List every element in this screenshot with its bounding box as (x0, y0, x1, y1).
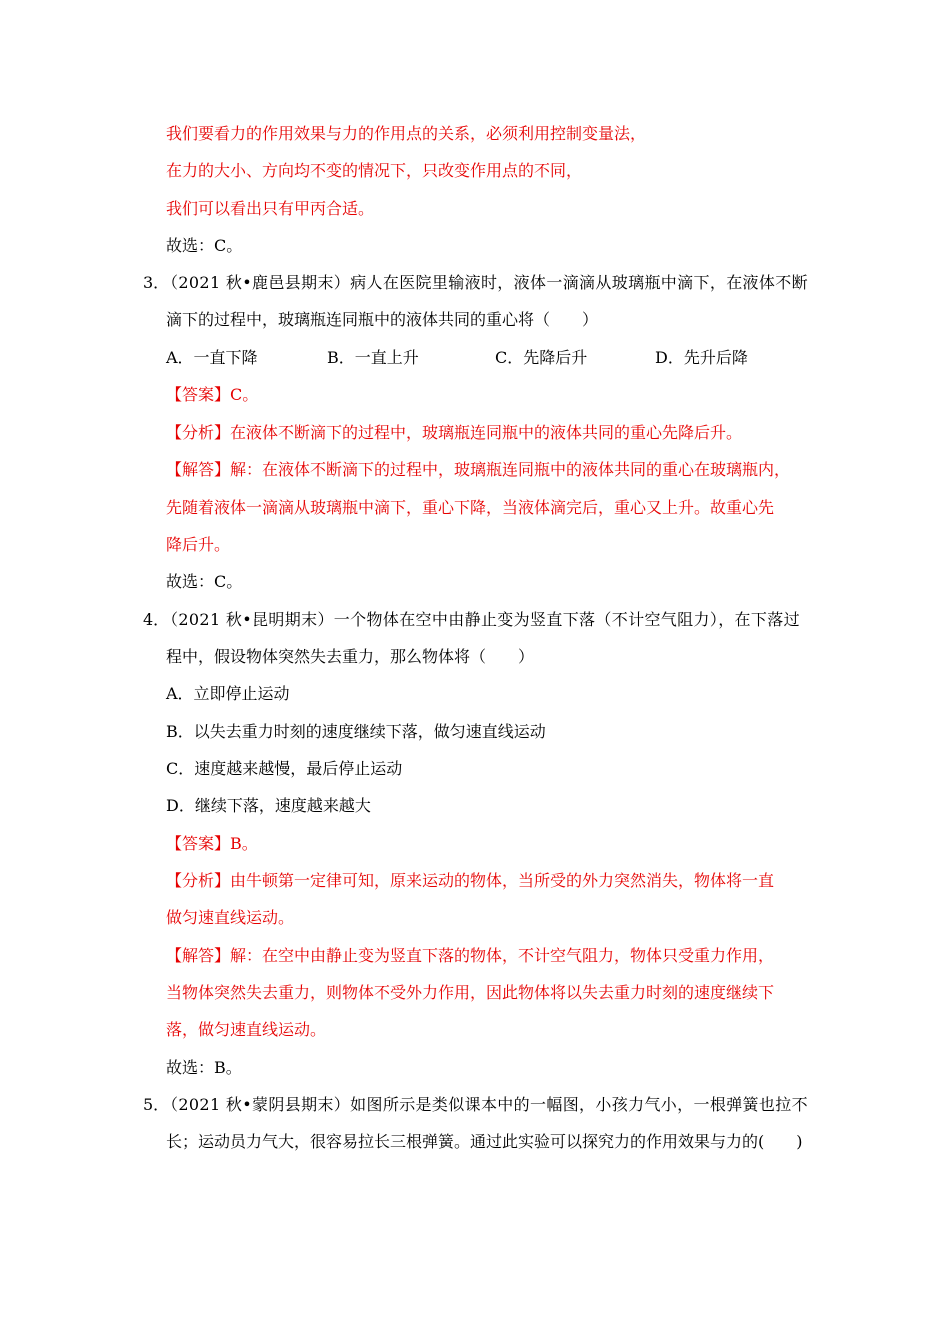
q3-solution-line-3: 降后升。 (166, 535, 231, 554)
q3-stem-line-1: （2021 秋•鹿邑县期末）病人在医院里输液时，液体一滴滴从玻璃瓶中滴下，在液体不断 (162, 273, 808, 292)
q4-stem-line-1: （2021 秋•昆明期末）一个物体在空中由静止变为竖直下落（不计空气阻力），在下落过 (162, 610, 800, 629)
q4-answer-tag: 【答案】 (166, 834, 231, 853)
q5-stem-line-2: 长；运动员力气大，很容易拉长三根弹簧。通过此实验可以探究力的作用效果与力的( ) (166, 1132, 803, 1151)
q3-number: 3． (143, 273, 170, 292)
q4-stem-line-2: 程中，假设物体突然失去重力，那么物体将（ ） (166, 647, 535, 666)
q4-conclusion: 故选：B。 (166, 1058, 242, 1077)
prev-conclusion: 故选：C。 (166, 236, 243, 255)
q3-analysis (166, 422, 742, 444)
q3-answer-tag: 【答案】 (166, 385, 231, 404)
q4-option-c: C．速度越来越慢，最后停止运动 (166, 759, 403, 778)
q4-solution-tag: 【解答】 (166, 946, 231, 965)
q4-option-a: A．立即停止运动 (166, 684, 290, 703)
prev-solution-line-3: 我们可以看出只有甲丙合适。 (166, 199, 375, 218)
q5-number: 5． (143, 1095, 170, 1114)
q3-option-a: A．一直下降 (166, 348, 258, 367)
q4-analysis-line-1 (166, 870, 774, 892)
q4-analysis-tag: 【分析】 (166, 871, 231, 890)
q4-analysis-line-2: 做匀速直线运动。 (166, 908, 295, 927)
q4-solution-line-1 (166, 945, 774, 967)
q4-answer (166, 833, 258, 855)
q3-solution-text-1: 解：在液体不断滴下的过程中，玻璃瓶连同瓶中的液体共同的重心在玻璃瓶内， (230, 460, 791, 479)
q3-solution-line-1 (166, 459, 790, 481)
q4-number: 4． (143, 610, 170, 629)
q4-option-d: D．继续下落，速度越来越大 (166, 796, 371, 815)
prev-solution-line-2: 在力的大小、方向均不变的情况下，只改变作用点的不同， (166, 161, 583, 180)
q4-answer-value: B。 (230, 834, 258, 853)
q4-analysis-text-1: 由牛顿第一定律可知，原来运动的物体，当所受的外力突然消失，物体将一直 (230, 871, 775, 890)
q4-solution-text-1: 解：在空中由静止变为竖直下落的物体，不计空气阻力，物体只受重力作用， (230, 946, 775, 965)
q4-solution-line-3: 落，做匀速直线运动。 (166, 1020, 327, 1039)
q3-option-b: B．一直上升 (327, 348, 419, 367)
q3-answer (166, 384, 258, 406)
q3-analysis-tag: 【分析】 (166, 423, 231, 442)
q3-analysis-text: 在液体不断滴下的过程中，玻璃瓶连同瓶中的液体共同的重心先降后升。 (230, 423, 743, 442)
q3-option-c: C．先降后升 (495, 348, 588, 367)
q3-solution-line-2: 先随着液体一滴滴从玻璃瓶中滴下，重心下降，当液体滴完后，重心又上升。故重心先 (166, 498, 775, 517)
q3-solution-tag: 【解答】 (166, 460, 231, 479)
q3-option-d: D．先升后降 (655, 348, 748, 367)
q3-conclusion: 故选：C。 (166, 572, 243, 591)
prev-solution-line-1: 我们要看力的作用效果与力的作用点的关系，必须利用控制变量法， (166, 124, 647, 143)
q3-answer-value: C。 (230, 385, 259, 404)
q4-solution-line-2: 当物体突然失去重力，则物体不受外力作用，因此物体将以失去重力时刻的速度继续下 (166, 983, 775, 1002)
q5-stem-line-1: （2021 秋•蒙阴县期末）如图所示是类似课本中的一幅图，小孩力气小，一根弹簧也拉不 (162, 1095, 808, 1114)
q4-option-b: B．以失去重力时刻的速度继续下落，做匀速直线运动 (166, 722, 546, 741)
q3-stem-line-2: 滴下的过程中，玻璃瓶连同瓶中的液体共同的重心将（ ） (166, 310, 599, 329)
